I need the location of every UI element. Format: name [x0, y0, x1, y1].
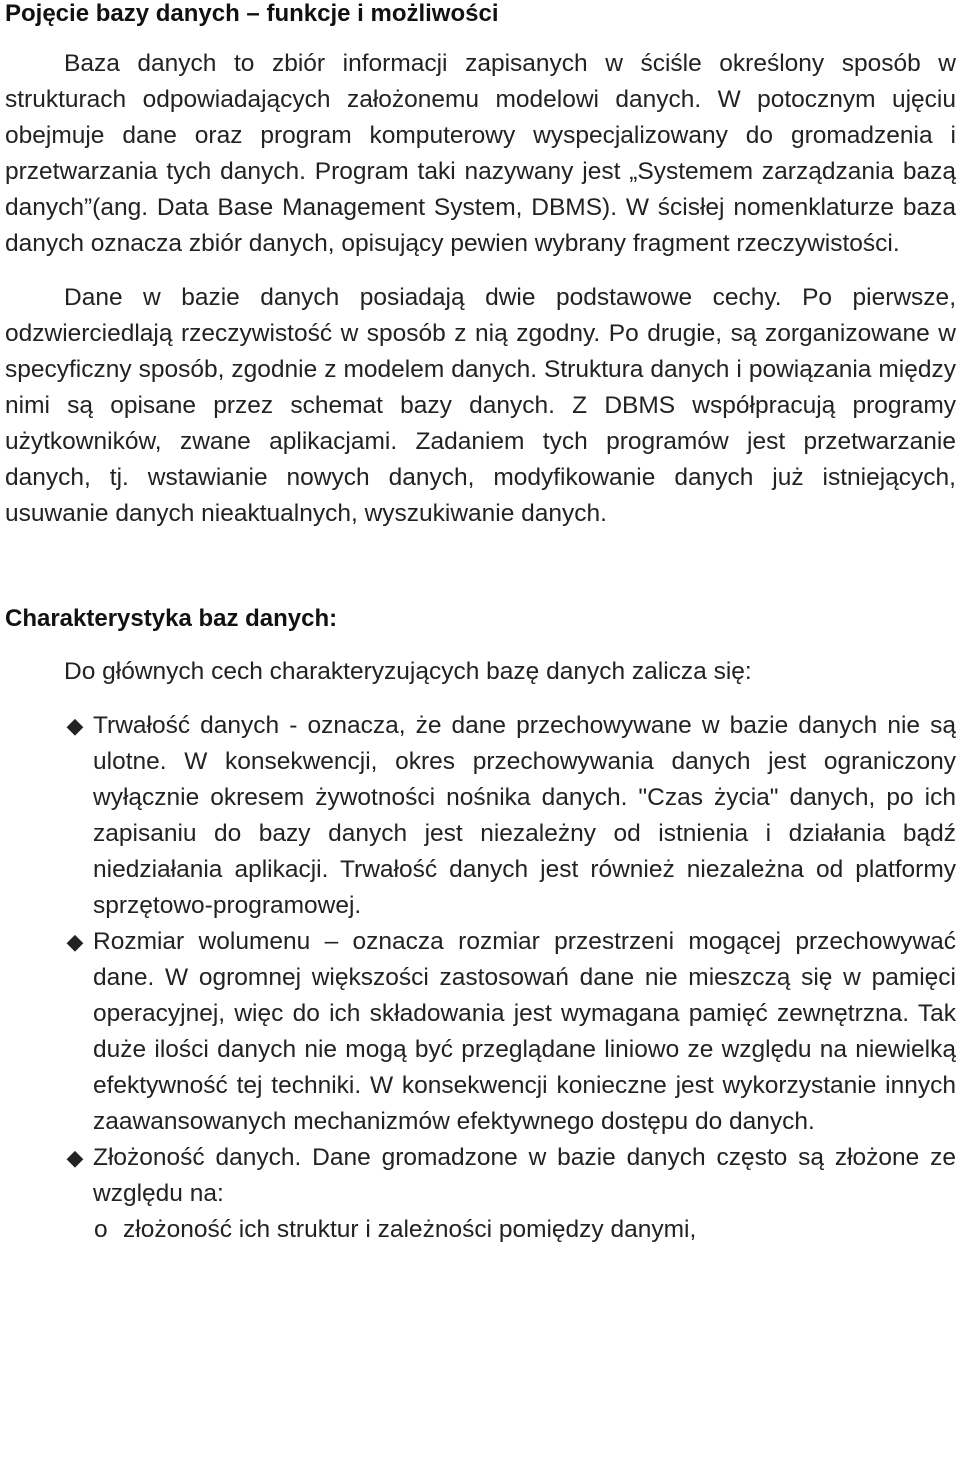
- diamond-bullet-icon: ◆: [66, 1145, 84, 1170]
- sub-list-item-text: złożoność ich struktur i zależności pomiędzy danymi,: [123, 1216, 697, 1243]
- circle-bullet-icon: o: [94, 1216, 108, 1243]
- features-list: [5, 708, 956, 1212]
- section-heading: Charakterystyka baz danych:: [5, 605, 338, 632]
- list-item: [5, 708, 956, 924]
- list-item-text: Trwałość danych - oznacza, że dane przechowywane w bazie danych nie są ulotne. W konsekwencji, okres przechowywania danych jest ograniczony wyłącznie okresem żywotności nośnika danych. "Czas życia" danych, po ich zapisaniu do bazy danych jest niezależny od istnienia i działania bądź niedziałania aplikacji. Trwałość danych jest również niezależna od platformy sprzętowo-programowej.: [93, 712, 956, 919]
- section-intro: Do głównych cech charakteryzujących bazę danych zalicza się:: [64, 658, 752, 685]
- page-title: Pojęcie bazy danych – funkcje i możliwości: [5, 0, 499, 27]
- intro-paragraph: Baza danych to zbiór informacji zapisanych w ściśle określony sposób w strukturach odpowiadających założonemu modelowi danych. W potocznym ujęciu obejmuje dane oraz program komputerowy wyspecjalizowany do gromadzenia i przetwarzania tych danych. Program taki nazywany jest „Systemem zarządzania bazą danych”(ang. Data Base Management System, DBMS). W ścisłej nomenklaturze baza danych oznacza zbiór danych, opisujący pewien wybrany fragment rzeczywistości.: [5, 50, 956, 257]
- features-paragraph: Dane w bazie danych posiadają dwie podstawowe cechy. Po pierwsze, odzwierciedlają rzeczywistość w sposób z nią zgodny. Po drugie, są zorganizowane w specyficzny sposób, zgodnie z modelem danych. Struktura danych i powiązania między nimi są opisane przez schemat bazy danych. Z DBMS współpracują programy użytkowników, zwane aplikacjami. Zadaniem tych programów jest przetwarzanie danych, tj. wstawianie nowych danych, modyfikowanie danych już istniejących, usuwanie danych nieaktualnych, wyszukiwanie danych.: [5, 284, 956, 527]
- list-item-text: Rozmiar wolumenu – oznacza rozmiar przestrzeni mogącej przechowywać dane. W ogromnej większości zastosowań dane nie mieszczą się w pamięci operacyjnej, więc do ich składowania jest wymagana pamięć zewnętrzna. Tak duże ilości danych nie mogą być przeglądane liniowo ze względu na niewielką efektywność tej techniki. W konsekwencji konieczne jest wykorzystanie innych zaawansowanych mechanizmów efektywnego dostępu do danych.: [93, 928, 956, 1135]
- list-item-text: Złożoność danych. Dane gromadzone w bazie danych często są złożone ze względu na:: [93, 1144, 956, 1207]
- sub-list: [5, 1212, 956, 1248]
- diamond-bullet-icon: ◆: [66, 713, 84, 738]
- list-item: [5, 924, 956, 1140]
- diamond-bullet-icon: ◆: [66, 929, 84, 954]
- list-item: [5, 1140, 956, 1212]
- sub-list-item: [5, 1212, 956, 1248]
